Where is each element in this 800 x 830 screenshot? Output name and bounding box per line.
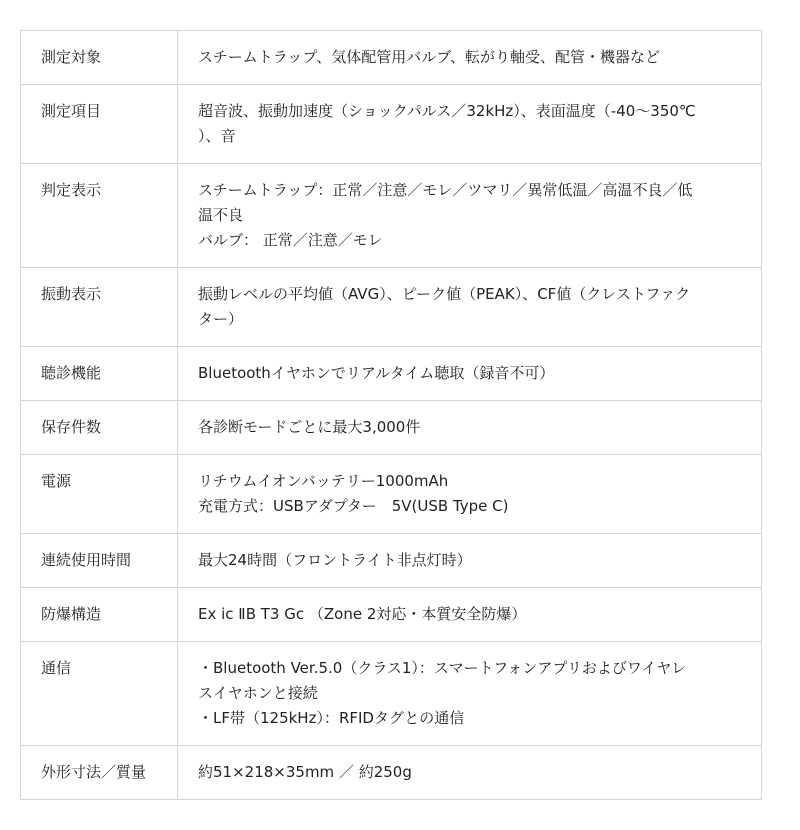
- table-row: [21, 642, 762, 746]
- spec-label: 測定対象: [21, 31, 178, 85]
- table-row: [21, 401, 762, 455]
- spec-value-line: ）、音: [198, 127, 236, 145]
- table-row: [21, 268, 762, 347]
- table-row: [21, 746, 762, 800]
- spec-label: 通信: [21, 642, 178, 746]
- table-row: [21, 85, 762, 164]
- table-row: [21, 164, 762, 268]
- table-row: [21, 455, 762, 534]
- table-row: [21, 588, 762, 642]
- spec-value: [178, 85, 762, 164]
- spec-value: [178, 588, 762, 642]
- spec-value: [178, 746, 762, 800]
- spec-value-line: 各診断モードごとに最大3,000件: [198, 418, 421, 436]
- spec-value: [178, 455, 762, 534]
- spec-value-line: スチームトラップ、気体配管用バルブ、転がり軸受、配管・機器など: [198, 48, 661, 66]
- spec-table: [20, 30, 762, 800]
- spec-value: [178, 164, 762, 268]
- table-row: [21, 31, 762, 85]
- spec-value-line: 最大24時間（フロントライト非点灯時）: [198, 551, 472, 569]
- spec-value: [178, 401, 762, 455]
- table-row: [21, 347, 762, 401]
- spec-value-line: 充電方式：USBアダプター 5V(USB Type C): [198, 497, 509, 515]
- spec-label: 連続使用時間: [21, 534, 178, 588]
- spec-value-line: 約51×218×35mm ／ 約250g: [198, 763, 412, 781]
- spec-value: [178, 534, 762, 588]
- spec-value-line: スイヤホンと接続: [198, 684, 318, 702]
- spec-label: 振動表示: [21, 268, 178, 347]
- spec-label: 防爆構造: [21, 588, 178, 642]
- spec-value: [178, 268, 762, 347]
- spec-label: 聴診機能: [21, 347, 178, 401]
- spec-label: 測定項目: [21, 85, 178, 164]
- spec-value: [178, 347, 762, 401]
- spec-value-line: 振動レベルの平均値（AVG）、ピーク値（PEAK）、CF値（クレストファク: [198, 285, 691, 303]
- spec-label: 保存件数: [21, 401, 178, 455]
- spec-value-line: 超音波、振動加速度（ショックパルス／32kHz）、表面温度（-40～350℃: [198, 102, 696, 120]
- spec-value-line: バルブ： 正常／注意／モレ: [198, 231, 383, 249]
- spec-label: 外形寸法／質量: [21, 746, 178, 800]
- spec-value-line: リチウムイオンバッテリー1000mAh: [198, 472, 449, 490]
- spec-label: 電源: [21, 455, 178, 534]
- table-row: [21, 534, 762, 588]
- spec-value: [178, 31, 762, 85]
- spec-value-line: ・LF帯（125kHz）：RFIDタグとの通信: [198, 709, 465, 727]
- spec-value-line: ・Bluetooth Ver.5.0（クラス1）：スマートフォンアプリおよびワイヤレ: [198, 659, 687, 677]
- spec-label: 判定表示: [21, 164, 178, 268]
- spec-value: [178, 642, 762, 746]
- spec-value-line: Bluetoothイヤホンでリアルタイム聴取（録音不可）: [198, 364, 555, 382]
- spec-value-line: ター）: [198, 310, 244, 328]
- spec-value-line: Ex ic ⅡB T3 Gc （Zone 2対応・本質安全防爆）: [198, 605, 527, 623]
- spec-value-line: 温不良: [198, 206, 244, 224]
- spec-value-line: スチームトラップ：正常／注意／モレ／ツマリ／異常低温／高温不良／低: [198, 181, 693, 199]
